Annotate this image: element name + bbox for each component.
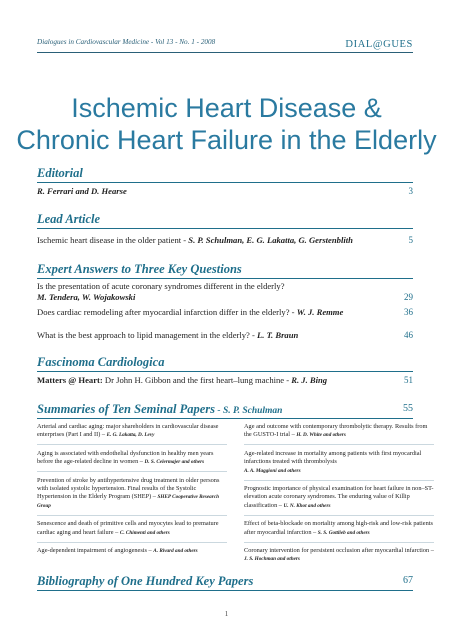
expert-q2-page-number: 36 [404, 307, 413, 317]
header-rule [37, 52, 413, 53]
expert-q2-entry[interactable] [37, 307, 413, 318]
expert-q1-authors: M. Tendera, W. Wojakowski [37, 292, 136, 302]
fascinoma-label: Matters @ Heart: [37, 375, 103, 385]
section-heading-bibliography: Bibliography of One Hundred Key Papers [37, 574, 254, 588]
summary-title: Aging is associated with endothelial dysfunction in healthy men years before the age-related decline in women – [37, 449, 214, 466]
summary-authors: J. S. Hochman and others [244, 556, 300, 563]
summary-authors: D. S. Celermajer and others [144, 459, 205, 466]
lead-article-page-number: 5 [408, 235, 413, 245]
summary-title: Coronary intervention for persistent occlusion after myocardial infarction – [244, 547, 434, 555]
summaries-right-column [244, 423, 434, 568]
section-rule [37, 418, 413, 419]
summary-item[interactable] [37, 423, 227, 440]
summary-item[interactable] [244, 423, 434, 440]
summary-item[interactable] [37, 547, 227, 555]
summary-divider [37, 444, 227, 445]
section-heading-summaries [37, 402, 282, 417]
summary-title: Age and outcome with contemporary thrombolytic therapy. Results from the GUSTO-I trial – [244, 423, 428, 439]
expert-q3-entry[interactable] [37, 330, 413, 341]
summary-authors: E. G. Lakatta, D. Levy [106, 432, 155, 439]
summary-item[interactable] [244, 450, 434, 475]
section-rule [37, 182, 413, 183]
journal-citation: Dialogues in Cardiovascular Medicine - Vol 13 - No. 1 - 2008 [37, 38, 216, 46]
summary-authors: A. A. Maggioni and others [244, 467, 301, 474]
summary-item[interactable] [244, 547, 434, 564]
summaries-author: - S. P. Schulman [215, 406, 283, 416]
fascinoma-entry[interactable] [37, 375, 413, 386]
page-title-line-2: Chronic Heart Failure in the Elderly [16, 125, 437, 155]
section-heading-lead-article: Lead Article [37, 212, 101, 226]
summaries-left-column [37, 423, 227, 560]
folio-page-number: 1 [224, 610, 229, 618]
section-rule [37, 228, 413, 229]
section-heading-fascinoma: Fascinoma Cardiologica [37, 355, 165, 369]
lead-article-entry[interactable] [37, 235, 413, 246]
summary-authors: A. Rivard and others [153, 548, 198, 555]
summary-divider [244, 444, 434, 445]
fascinoma-page-number: 51 [404, 375, 413, 385]
lead-article-title: Ischemic heart disease in the older patient - [37, 235, 189, 245]
summary-authors: SHEP Cooperative Research Group [37, 494, 219, 509]
section-heading-expert-answers: Expert Answers to Three Key Questions [37, 262, 242, 276]
summaries-title: Summaries of Ten Seminal Papers [37, 402, 216, 416]
lead-article-authors: S. P. Schulman, E. G. Lakatta, G. Gerstenblith [188, 235, 353, 245]
summary-item[interactable] [37, 450, 227, 467]
summary-item[interactable] [244, 485, 434, 510]
summaries-page-number: 55 [403, 403, 413, 414]
summary-authors: S. S. Gottlieb and others [317, 529, 370, 536]
summary-title: Age-related increase in mortality among patients with first myocardial infarctions treated with thrombolysis [244, 449, 422, 466]
summary-divider [244, 480, 434, 481]
summary-authors: C. Chimenti and others [119, 529, 170, 536]
section-heading-editorial: Editorial [37, 166, 83, 180]
expert-q3-title: What is the best approach to lipid management in the elderly? - [37, 330, 258, 340]
editorial-entry[interactable] [37, 186, 413, 197]
editorial-authors: R. Ferrari and D. Hearse [37, 186, 127, 196]
summary-title: Age-dependent impairment of angiogenesis – [37, 547, 154, 555]
expert-q3-page-number: 46 [404, 330, 413, 340]
summary-divider [37, 515, 227, 516]
summary-divider [244, 542, 434, 543]
section-rule [37, 278, 413, 279]
section-rule [37, 371, 413, 372]
summary-divider [37, 471, 227, 472]
summary-divider [37, 542, 227, 543]
editorial-page-number: 3 [408, 186, 413, 196]
summary-item[interactable] [37, 477, 227, 511]
summary-divider [244, 515, 434, 516]
expert-q1-title: Is the presentation of acute coronary syndromes different in the elderly? [37, 281, 285, 291]
fascinoma-authors: R. J. Bing [291, 375, 328, 385]
summary-title: Effect of beta-blockade on mortality among high-risk and low-risk patients after myocardial infarction – [244, 520, 433, 536]
summary-title: Arterial and cardiac aging: major shareholders in cardiovascular disease enterprises (Part I and II) – [37, 423, 219, 439]
expert-q2-authors: W. J. Remme [296, 307, 344, 317]
section-rule [37, 590, 413, 591]
summary-title: Prognostic importance of physical examination for heart failure in non–ST-elevation acute coronary syndromes. The enduring value of Killip classification – [244, 485, 434, 509]
bibliography-page-number: 67 [403, 575, 413, 586]
page-title-line-1: Ischemic Heart Disease & [71, 93, 382, 123]
summary-authors: H. D. White and others [296, 432, 346, 439]
expert-q3-authors: L. T. Braun [257, 330, 299, 340]
expert-q2-title: Does cardiac remodeling after myocardial infarction differ in the elderly? - [37, 307, 297, 317]
summary-title: Senescence and death of primitive cells and myocytes lead to premature cardiac aging and heart failure – [37, 520, 219, 536]
dialogues-logo: DIAL@GUES [345, 39, 413, 50]
summary-authors: U. N. Khot and others [283, 502, 331, 509]
expert-q1-entry[interactable] [37, 281, 413, 303]
summary-item[interactable] [244, 520, 434, 537]
fascinoma-title: Dr John H. Gibbon and the first heart–lung machine - [102, 375, 292, 385]
summary-title: Prevention of stroke by antihypertensive drug treatment in older persons with isolated systolic hypertension. Final results of the Systolic Hypertension in the Elderly Program (SHEP) – [37, 476, 220, 501]
summary-item[interactable] [37, 520, 227, 537]
expert-q1-page-number: 29 [404, 292, 413, 302]
